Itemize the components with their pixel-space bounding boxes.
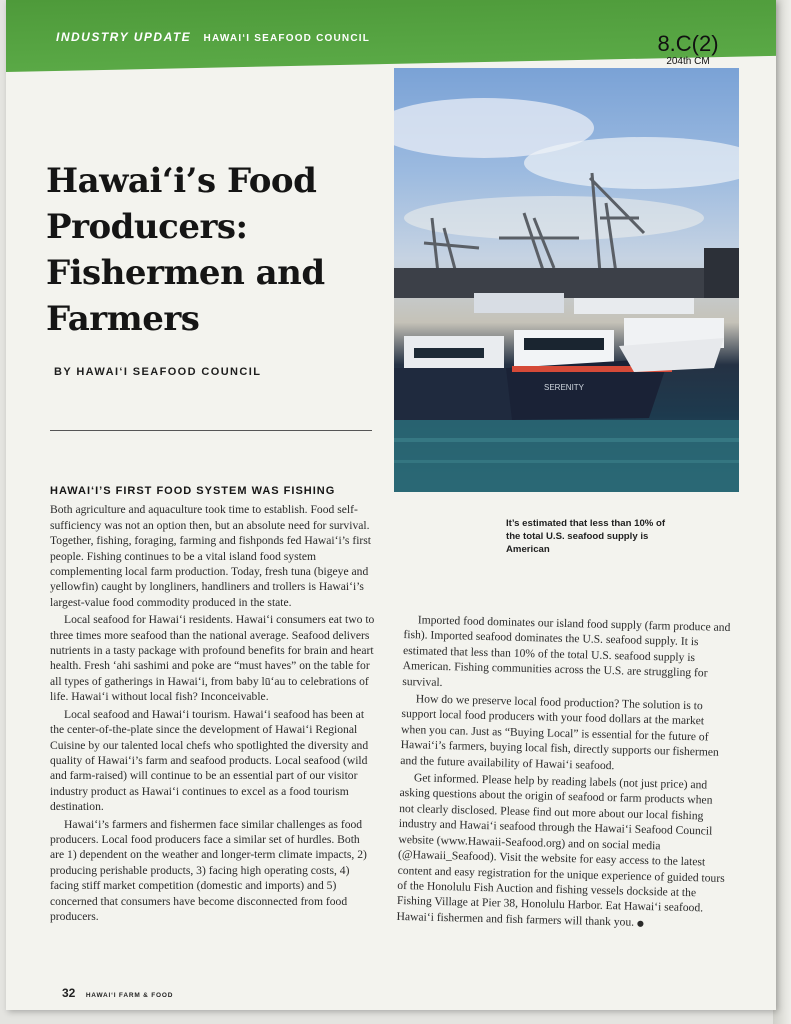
header-kicker bbox=[56, 30, 370, 44]
page-footer bbox=[62, 984, 173, 1002]
article-column-1 bbox=[50, 484, 376, 926]
article-byline: BY HAWAI‘I SEAFOOD COUNCIL bbox=[54, 366, 262, 378]
harbor-illustration bbox=[394, 68, 739, 492]
photo-caption: It’s estimated that less than 10% of the total U.S. seafood supply is American bbox=[506, 518, 666, 555]
paragraph: Imported food dominates our island food supply (farm produce and fish). Imported seafood dominates the U.S. seafood supply. It is estimated that less than 10% of the total U.S. seafood supply is American. Fishing communities across the U.S. are struggling for survival. bbox=[402, 613, 731, 689]
boat-name-label: SERENITY bbox=[544, 383, 585, 392]
stamp-subtitle: 204th CM bbox=[666, 56, 710, 67]
magazine-page bbox=[6, 0, 776, 1010]
paragraph: How do we preserve local food production? The solution is to support local food producers with your food dollars at the market when you can. Just as “Buying Local” is essential for the future of Hawai‘i’s farmers, buying local fish, directly supports our fishermen and the future availability of Hawai‘i seafood. bbox=[400, 692, 719, 772]
document-stamp bbox=[638, 32, 738, 67]
article-column-2 bbox=[396, 612, 734, 935]
paragraph-final-text: Get informed. Please help by reading labels (not just price) and asking questions about the origin of seafood or farm products when not clearly disclosed. Please find out more about our local fishing industry and Hawai‘i seafood through the Hawai‘i Seafood Council website (www.Hawaii-Seafood.org) and on social media (@Hawaii_Seafood). Visit the website for easy access to the latest content and easy registration for the unique experience of guided tours of the Honolulu Fish Auction and fishing vessels dockside at the Fishing Village at Pier 38, Honolulu Harbor. Eat Hawai‘i seafood. Hawai‘i fishermen and fish farmers will thank you. bbox=[396, 771, 725, 929]
paragraph: Hawai‘i’s farmers and fishermen face similar challenges as food producers. Local food producers face a similar set of hurdles. Both are 1) dependent on the weather and longer-term climate impacts, 2) producing perishable products, 3) facing high operating costs, 4) facing stiff market competition (domestic and imports) and 5) concerned that consumers have become disconnected from food producers. bbox=[50, 817, 367, 923]
stamp-code: 8.C(2) bbox=[657, 31, 719, 56]
kicker-org: HAWAI‘I SEAFOOD COUNCIL bbox=[203, 33, 371, 44]
harbor-photo bbox=[394, 68, 739, 492]
divider-rule bbox=[50, 430, 372, 431]
kicker-section: INDUSTRY UPDATE bbox=[56, 30, 192, 44]
fishing-boats bbox=[394, 318, 724, 420]
paragraph: Both agriculture and aquaculture took time to establish. Food self-sufficiency was not an option then, but an absolute need for survival. Together, fishing, foraging, farming and fishponds fed Hawai‘i’s first people. Fishing continues to be a vital island food system complementing local farm production. Today, fresh tuna (bigeye and yellowfin) caught by longliners, handliners and trollers is Hawai‘i’s largest-value food commodity produced in the state. bbox=[50, 503, 372, 609]
paragraph: Local seafood for Hawai‘i residents. Hawai‘i consumers eat two to three times more seafood than the national average. Seafood delivers nutrients in a tasty package with profound benefits for brain and heart health. Fresh ‘ahi sashimi and poke are “must haves” on the table for all types of gatherings in Hawai‘i, from baby lū‘au to celebrations of life. Hawai‘i without local fish? Inconceivable. bbox=[50, 613, 375, 704]
page-number: 32 bbox=[62, 986, 76, 1000]
article-title: Hawai‘i’s Food Producers: Fishermen and Farmers bbox=[46, 161, 325, 339]
end-mark: ● bbox=[636, 918, 645, 928]
paragraph-final bbox=[396, 770, 730, 933]
paragraph: Local seafood and Hawai‘i tourism. Hawai‘i seafood has been at the center-of-the-plate since the development of Hawai‘i Regional Cuisine by our talented local chefs who spotlighted the diversity and quality of Hawai‘i’s farm and seafood products. Local seafood (wild and farm-raised) will continue to be an essential part of our visitor industry product as Hawai‘i continues to excel as a food tourism destination. bbox=[50, 707, 369, 814]
magazine-name: HAWAI‘I FARM & FOOD bbox=[85, 992, 174, 999]
section-heading: HAWAI‘I’S FIRST FOOD SYSTEM WAS FISHING bbox=[50, 485, 336, 497]
